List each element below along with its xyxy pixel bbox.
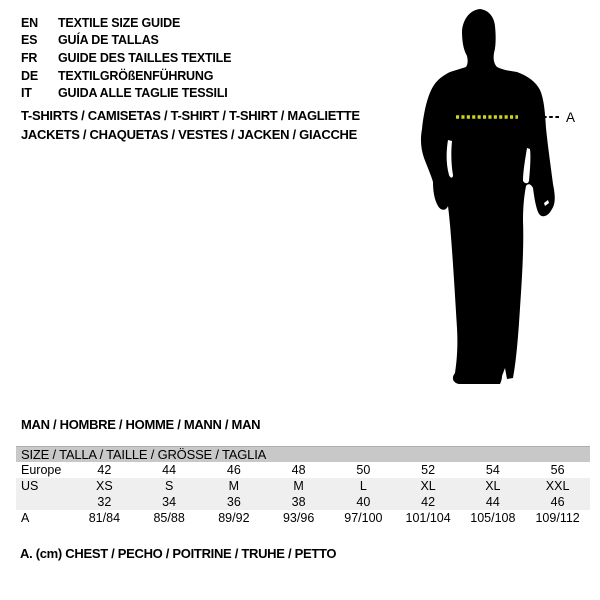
table-cell: 81/84 bbox=[88, 511, 121, 525]
table-row-chest-a bbox=[16, 510, 590, 526]
language-code: IT bbox=[21, 86, 32, 101]
table-cell: 40 bbox=[356, 495, 371, 509]
table-row-us bbox=[16, 478, 590, 494]
table-cell: 34 bbox=[162, 495, 177, 509]
table-cell: M bbox=[228, 479, 240, 493]
language-label: GUIDE DES TAILLES TEXTILE bbox=[58, 50, 232, 65]
table-cell: 50 bbox=[356, 463, 371, 477]
table-cell: 44 bbox=[485, 495, 500, 509]
table-cell: 42 bbox=[421, 495, 436, 509]
table-cell: 97/100 bbox=[344, 511, 383, 525]
row-label: A bbox=[21, 511, 30, 525]
table-cell: 89/92 bbox=[218, 511, 250, 525]
table-cell: XL bbox=[420, 479, 436, 493]
table-cell: 105/108 bbox=[470, 511, 516, 525]
table-cell: 32 bbox=[97, 495, 112, 509]
language-label: TEXTILE SIZE GUIDE bbox=[58, 15, 181, 30]
row-label bbox=[16, 494, 72, 510]
table-header: SIZE / TALLA / TAILLE / GRÖSSE / TAGLIA bbox=[16, 446, 590, 462]
table-cell: 48 bbox=[291, 463, 306, 477]
table-cell: 44 bbox=[162, 463, 177, 477]
row-label: US bbox=[21, 479, 39, 493]
measure-label-a: A bbox=[566, 110, 576, 125]
table-cell: 85/88 bbox=[153, 511, 185, 525]
table-cell: 46 bbox=[550, 495, 565, 509]
table-cell: 101/104 bbox=[405, 511, 451, 525]
language-code: ES bbox=[21, 33, 38, 48]
table-cell: 52 bbox=[421, 463, 436, 477]
table-cell: S bbox=[164, 479, 174, 493]
table-cell: 42 bbox=[97, 463, 112, 477]
measurement-footnote: A. (cm) CHEST / PECHO / POITRINE / TRUHE / PETTO bbox=[20, 546, 337, 561]
category-tshirts: T-SHIRTS / CAMISETAS / T-SHIRT / T-SHIRT / MAGLIETTE bbox=[21, 108, 360, 123]
table-cell: 46 bbox=[226, 463, 241, 477]
table-cell: XXL bbox=[545, 479, 570, 493]
language-label: TEXTILGRÖßENFÜHRUNG bbox=[58, 68, 214, 83]
size-table bbox=[16, 446, 590, 526]
table-cell: 36 bbox=[226, 495, 241, 509]
row-label: Europe bbox=[21, 463, 62, 477]
table-cell: 54 bbox=[485, 463, 500, 477]
table-cell: XS bbox=[96, 479, 113, 493]
table-cell: M bbox=[293, 479, 304, 493]
language-label: GUÍA DE TALLAS bbox=[58, 33, 159, 48]
table-cell: 56 bbox=[550, 463, 565, 477]
table-cell: L bbox=[359, 479, 367, 493]
table-row-us-numeric bbox=[16, 494, 590, 510]
table-cell: 93/96 bbox=[282, 511, 315, 525]
man-silhouette bbox=[421, 9, 555, 384]
language-code: FR bbox=[21, 50, 38, 65]
section-title: MAN / HOMBRE / HOMME / MANN / MAN bbox=[21, 417, 261, 432]
category-jackets: JACKETS / CHAQUETAS / VESTES / JACKEN / GIACCHE bbox=[21, 126, 357, 142]
table-row-europe bbox=[16, 462, 590, 478]
table-cell: 109/112 bbox=[535, 511, 580, 525]
language-label: GUIDA ALLE TAGLIE TESSILI bbox=[58, 86, 228, 101]
language-code: DE bbox=[21, 68, 38, 83]
language-code: EN bbox=[21, 15, 38, 30]
table-cell: XL bbox=[485, 479, 501, 493]
table-cell: 38 bbox=[291, 495, 306, 509]
